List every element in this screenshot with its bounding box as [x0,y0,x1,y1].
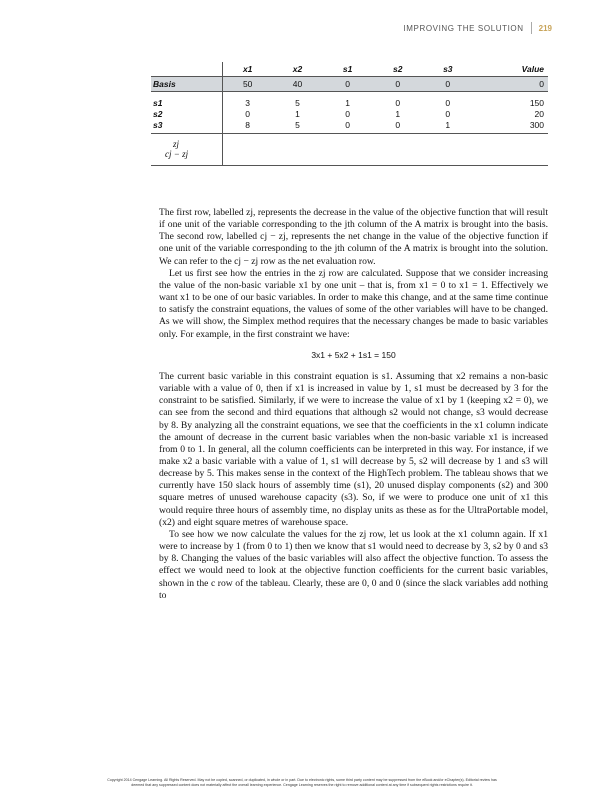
table-cell: 0 [323,119,373,134]
table-cell: 300 [473,119,548,134]
table-cell: 1 [423,119,473,134]
tableau-header-row [151,62,548,77]
column-header: s3 [423,62,473,77]
paragraph: The first row, labelled zj, represents the decrease in the value of the objective function that will result if one unit of the variable corresponding to the jth column of the A matrix is brought into the basis. The second row, labelled cj − zj, represents the net change in the value of the objective function if one unit of the variable corresponding to the jth column of the A matrix is brought into the solution. We can refer to the cj − zj row as the net evaluation row. [159,207,548,267]
column-header: s2 [373,62,423,77]
table-cell: 0 [222,108,272,119]
paragraph: Let us first see how the entries in the zj row are calculated. Suppose that we consider increasing the value of the non-basic variable x1 by one unit – that is, from x1 = 0 to x1 = 1. Effectively we want x1 to be one of our basic variables. In order to make this change, and at the same time continue to satisfy the constraint equations, the values of some of the other variables will have to be changed. As we will show, the Simplex method requires that the necessary changes be made to basic variables only. For example, in the first constraint we have: [159,267,548,340]
paragraph: The current basic variable in this constraint equation is s1. Assuming that x2 remains a non-basic variable with a value of 0, then if x1 is increased in value by 1, s1 must be decreased by 3 for the constraint to be satisfied. Similarly, if we were to increase the value of x1 by 1 (keeping x2 = 0), we can see from the second and third equations that although s2 would not change, s3 would decrease by 8. By analyzing all the constraint equations, we see that the coefficients in the x1 column indicate the amount of decrease in the current basic variables when the non-basic variable x1 is increased from 0 to 1. In general, all the column coefficients can be interpreted in this way. For instance, if we make x2 a basic variable with a value of 1, s1 will decrease by 5, s2 will decrease by 1 and s3 will decrease by 5. This makes sense in the context of the HighTech problem. The tableau shows that we currently have 150 slack hours of assembly time (s1), 20 unused display components (s2) and 300 square metres of unused warehouse capacity (s3). So, if we were to produce one unit of x1 this would require three hours of assembly time, no display units as these as for the UltraPortable model, (x2) and eight square metres of warehouse space. [159,370,548,528]
constraint-equation: 3x1 + 5x2 + 1s1 = 150 [311,349,396,360]
table-cell: 1 [345,97,350,108]
copyright-line: Copyright 2014 Cengage Learning. All Rights Reserved. May not be copied, scanned, or duplicated, in whole or in part. Due to electronic rights, some third party content may be suppressed from the eBook and/or eChapter(s). Editorial review has [107,778,497,782]
basis-variable: s2 [153,108,163,119]
paragraph: To see how we now calculate the values for the zj row, let us look at the x1 column again. If x1 were to increase by 1 (from 0 to 1) then we know that s1 would need to decrease by 3, s2 by 0 and s3 by 8. Changing the values of the basic variables will also affect the objective function. To assess the effect we would need to look at the objective function coefficients for the current basic variables, shown in the c row of the tableau. Clearly, these are 0, 0 and 0 (since the slack variables add nothing to [159,528,548,601]
table-cell: 0 [345,108,350,119]
objective-cell: 0 [373,77,423,92]
running-header [403,22,552,34]
cj-zj-row [151,149,548,166]
section-title: IMPROVING THE SOLUTION [403,23,524,33]
objective-cell: 50 [222,77,272,92]
body-text [159,207,548,602]
objective-cell: 0 [323,77,373,92]
page-number: 219 [538,23,552,33]
table-cell: 5 [295,97,300,108]
table-row [151,97,548,108]
table-cell: 8 [222,119,272,134]
table-cell: 0 [373,119,423,134]
column-header: x1 [222,62,272,77]
simplex-tableau [151,62,548,166]
copyright-line: deemed that any suppressed content does not materially affect the overall learning experience. Cengage Learning reserves the right to remove additional content at any time if subsequent rights restrictions require it. [131,783,473,787]
column-header: s1 [323,62,373,77]
objective-cell: 40 [272,77,322,92]
table-cell: 150 [529,97,544,108]
objective-row [151,77,548,92]
column-header: Value [473,62,548,77]
objective-cell: 0 [423,77,473,92]
objective-cell: 0 [473,77,548,92]
table-cell: 5 [272,119,322,134]
zj-row [151,139,548,149]
table-row [151,108,548,119]
zj-label: zj [173,139,180,149]
cj-zj-label: cj − zj [151,149,222,166]
table-cell: 1 [295,108,300,119]
basis-label: Basis [151,77,222,92]
basis-variable: s3 [151,119,222,134]
table-cell: 1 [395,108,401,119]
table-cell: 20 [534,108,544,119]
header-divider [531,22,532,34]
table-cell: 0 [445,108,451,119]
copyright-footer [28,778,576,788]
table-cell: 3 [222,97,272,108]
tableau-table [151,62,548,166]
table-cell: 0 [445,97,451,108]
column-header: x2 [272,62,322,77]
table-cell: 0 [395,97,401,108]
basis-variable: s1 [153,97,163,108]
table-row [151,119,548,134]
